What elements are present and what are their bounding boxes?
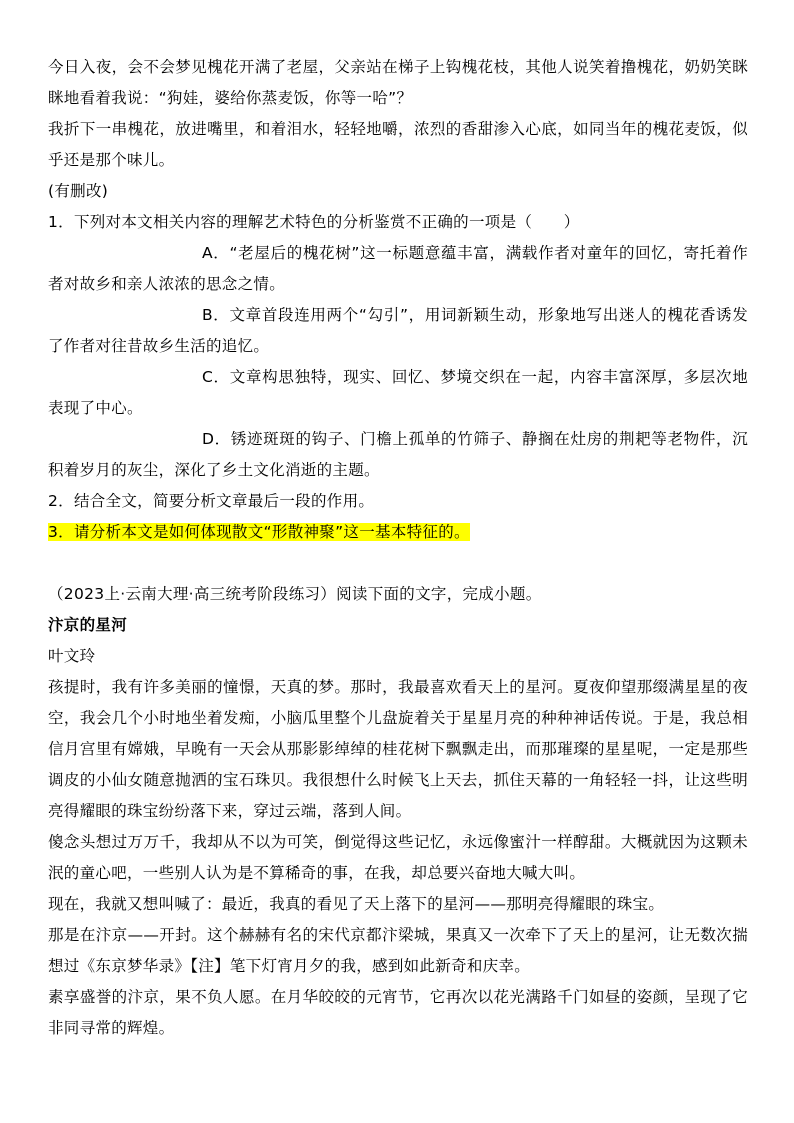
option-b: B．文章首段连用两个“勾引”，用词新颖生动，形象地写出迷人的槐花香诱发了作者对往昔故乡生活的追忆。 — [48, 306, 748, 355]
passage-paragraph-1: 孩提时，我有许多美丽的憧憬，天真的梦。那时，我最喜欢看天上的星河。夏夜仰望那缀满星星的夜空，我会几个小时地坐着发痴，小脑瓜里整个儿盘旋着关于星星月亮的种种神话传说。于是，我总相信月宫里有嫦娥，早晚有一天会从那影影绰绰的桂花树下飘飘走出，而那璀璨的星星呢，一定是那些调皮的小仙女随意抛洒的宝石珠贝。我很想什么时候飞上天去，抓住天幕的一角轻轻一抖，让这些明亮得耀眼的珠宝纷纷落下来，穿过云端，落到人间。 — [48, 678, 748, 820]
passage-author: 叶文玲 — [48, 647, 96, 665]
highlighted-question-3: 3．请分析本文是如何体现散文“形散神聚”这一基本特征的。 — [48, 523, 470, 541]
passage-paragraph-2: 傻念头想过万万千，我却从不以为可笑，倒觉得这些记忆，永远像蜜汁一样醇甜。大概就因为这颗未泯的童心吧，一些别人认为是不算稀奇的事，在我，却总要兴奋地大喊大叫。 — [48, 833, 748, 882]
prev-paragraph-1: 今日入夜，会不会梦见槐花开满了老屋，父亲站在梯子上钩槐花枝，其他人说笑着撸槐花，奶奶笑眯眯地看着我说：“狗娃，婆给你蒸麦饭，你等一哈”？ — [48, 58, 748, 107]
passage-paragraph-5: 素享盛誉的汴京，果不负人愿。在月华皎皎的元宵节，它再次以花光满路千门如昼的姿颜，呈现了它非同寻常的辉煌。 — [48, 988, 748, 1037]
question-3 — [48, 517, 748, 548]
passage-paragraph-3: 现在，我就又想叫喊了：最近，我真的看见了天上落下的星河——那明亮得耀眼的珠宝。 — [48, 895, 665, 913]
source-line: （2023上·云南大理·高三统考阶段练习）阅读下面的文字，完成小题。 — [48, 585, 542, 603]
section-gap — [48, 548, 748, 579]
option-c: C．文章构思独特，现实、回忆、梦境交织在一起，内容丰富深厚，多层次地表现了中心。 — [48, 368, 748, 417]
document-content — [48, 52, 748, 1044]
revision-note: (有删改) — [48, 182, 109, 200]
option-a: A．“老屋后的槐花树”这一标题意蕴丰富，满载作者对童年的回忆，寄托着作者对故乡和亲人浓浓的思念之情。 — [48, 244, 748, 293]
prev-paragraph-2: 我折下一串槐花，放进嘴里，和着泪水，轻轻地嚼，浓烈的香甜渗入心底，如同当年的槐花麦饭，似乎还是那个味儿。 — [48, 120, 748, 169]
question-2: 2．结合全文，简要分析文章最后一段的作用。 — [48, 492, 375, 510]
passage-paragraph-4: 那是在汴京——开封。这个赫赫有名的宋代京都汴梁城，果真又一次牵下了天上的星河，让无数次揣想过《东京梦华录》【注】笔下灯宵月夕的我，感到如此新奇和庆幸。 — [48, 926, 748, 975]
option-d: D．锈迹斑斑的钩子、门檐上孤单的竹筛子、静搁在灶房的荆耙等老物件，沉积着岁月的灰尘，深化了乡土文化消逝的主题。 — [48, 430, 748, 479]
question-1: 1．下列对本文相关内容的理解艺术特色的分析鉴赏不正确的一项是（ ） — [48, 213, 580, 231]
passage-title: 汴京的星河 — [48, 616, 128, 634]
